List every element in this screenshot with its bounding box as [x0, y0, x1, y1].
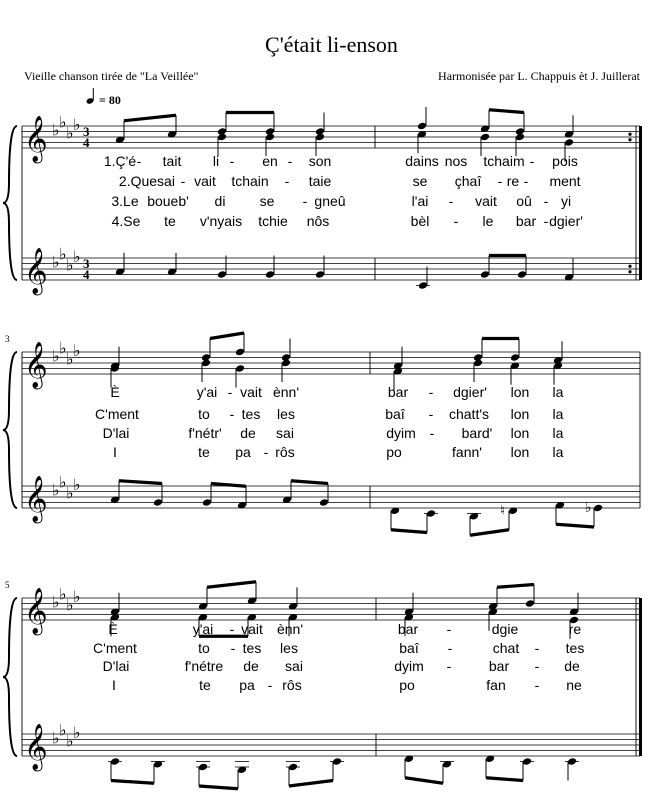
lyric-syllable: sai: [276, 425, 294, 441]
key-signature-flat-icon: ♭: [52, 122, 60, 140]
lyric-syllable: -: [446, 621, 452, 637]
beam: [391, 530, 427, 533]
note: [553, 341, 563, 364]
lyric-syllable: D'lai: [102, 425, 130, 441]
note: [480, 110, 490, 133]
key-signature-flat-icon: ♭: [59, 474, 67, 492]
lyric-syllable: pa: [239, 677, 255, 693]
lyric-syllable: to: [198, 640, 210, 656]
key-signature-flat-icon: ♭: [59, 586, 67, 604]
note: [202, 484, 212, 507]
lyric-syllable: ènn': [276, 621, 304, 637]
note: [553, 361, 563, 384]
lyric-syllable: tes: [242, 640, 262, 656]
lyric-syllable: -: [136, 153, 142, 169]
lyric-syllable: -: [287, 153, 293, 169]
lyric-syllable: rôs: [275, 444, 295, 460]
beam: [124, 115, 176, 121]
treble-clef-icon: 𝄞: [24, 342, 48, 387]
beam: [291, 481, 328, 484]
note: [585, 501, 603, 527]
lyric-syllable: -: [453, 213, 459, 229]
lyric-syllable: tchaim: [483, 153, 525, 169]
note: [115, 121, 125, 144]
lyric-syllable: 3.Le: [111, 193, 139, 209]
note: [564, 115, 574, 138]
lyric-syllable: pa: [235, 444, 251, 460]
note: [467, 512, 481, 535]
note: [515, 113, 525, 136]
treble-clef-icon: 𝄞: [24, 476, 48, 521]
note: [393, 347, 403, 370]
note: [265, 256, 275, 279]
lyric-syllable: tchie: [258, 213, 288, 229]
note: [201, 339, 211, 362]
note: [564, 258, 574, 281]
note: [153, 484, 163, 507]
lyric-syllable: vait: [475, 193, 497, 209]
lyric-syllable: lon: [510, 425, 530, 441]
final-barline: [639, 598, 642, 756]
lyric-syllable: C'ment: [95, 406, 139, 422]
treble-clef-icon: 𝄞: [24, 588, 48, 633]
lyric-syllable: dgier': [549, 213, 583, 229]
lyric-syllable: le: [482, 213, 494, 229]
lyric-syllable: -: [534, 658, 540, 674]
lyric-syllable: -: [230, 640, 236, 656]
note: [286, 762, 300, 787]
lyric-syllable: -: [529, 153, 535, 169]
time-signature-denominator: 4: [83, 135, 90, 150]
lyric-syllable: -: [229, 621, 235, 637]
natural-sign-icon: ♮: [500, 503, 506, 519]
note: [235, 333, 245, 356]
lyric-syllable: de: [240, 425, 256, 441]
lyric-syllable: chat: [492, 640, 520, 656]
note: [217, 256, 227, 279]
lyric-syllable: dgier': [453, 384, 487, 400]
lyric-syllable: sai: [157, 173, 175, 189]
lyric-syllable: -: [227, 384, 233, 400]
note: [416, 267, 430, 290]
note: [404, 593, 414, 616]
lyric-syllable: de: [564, 658, 580, 674]
beam: [210, 333, 244, 339]
lyric-syllable: -: [543, 193, 549, 209]
lyric-syllable: -: [448, 193, 454, 209]
beam: [119, 481, 162, 484]
lyric-syllable: bar: [397, 621, 419, 637]
lyric-syllable: la: [552, 406, 564, 422]
beam: [405, 778, 443, 784]
lyric-syllable: bèl: [410, 213, 430, 229]
time-signature-numerator: 3: [83, 256, 90, 271]
tempo-marking: [86, 88, 121, 107]
note: [315, 113, 325, 136]
tempo-value: = 80: [99, 93, 121, 107]
lyric-syllable: 1.Ç'é: [103, 153, 137, 169]
lyric-syllable: 2.Que: [118, 173, 158, 189]
key-signature-flat-icon: ♭: [52, 730, 60, 748]
note: [330, 757, 344, 780]
lyric-syllable: son: [308, 153, 332, 169]
lyric-syllable: çhaî: [454, 173, 482, 189]
lyric-syllable: di: [214, 193, 226, 209]
note: [319, 484, 329, 507]
key-signature-flat-icon: ♭: [59, 340, 67, 358]
key-signature-flat-icon: ♭: [59, 722, 67, 740]
lyric-syllable: re: [506, 173, 520, 189]
beam: [497, 585, 534, 588]
lyric-syllable: pois: [552, 153, 578, 169]
lyric-syllable: -: [429, 425, 435, 441]
lyric-syllable: dains: [405, 153, 439, 169]
lyric-syllable: les: [280, 640, 298, 656]
note: [110, 593, 120, 616]
lyric-syllable: taie: [308, 173, 332, 189]
lyric-syllable: bar: [488, 658, 510, 674]
lyric-syllable: yi: [560, 193, 572, 209]
lyric-syllable: C'ment: [93, 640, 137, 656]
beam: [289, 781, 333, 787]
lyric-syllable: ne: [566, 677, 582, 693]
lyric-syllable: te: [164, 213, 176, 229]
lyric-syllable: po: [386, 444, 402, 460]
lyric-syllable: -: [447, 640, 453, 656]
key-signature-flat-icon: ♭: [52, 348, 60, 366]
beam: [207, 582, 256, 588]
score-title: Ç'était li-enson: [265, 32, 398, 57]
lyric-syllable: -: [534, 677, 540, 693]
note: [417, 107, 427, 130]
beam: [199, 786, 238, 789]
note: [235, 762, 249, 789]
lyric-syllable: -: [428, 384, 434, 400]
note: [196, 762, 210, 787]
note: [555, 501, 565, 524]
lyric-syllable: se: [259, 193, 275, 209]
note: [473, 339, 483, 362]
note: [281, 359, 291, 382]
key-signature-flat-icon: ♭: [73, 343, 81, 360]
key-signature-flat-icon: ♭: [52, 482, 60, 500]
beam: [470, 530, 509, 536]
note: [217, 113, 227, 136]
lyric-syllable: se: [412, 173, 428, 189]
lyric-syllable: li: [212, 153, 220, 169]
lyric-syllable: È: [108, 621, 118, 637]
lyric-syllable: chatt's: [448, 406, 490, 422]
note: [565, 757, 579, 780]
lyric-syllable: to: [198, 406, 210, 422]
lyric-syllable: lon: [510, 384, 530, 400]
key-signature-flat-icon: ♭: [59, 114, 67, 132]
note: [390, 506, 400, 529]
lyric-syllable: -: [267, 677, 273, 693]
lyric-syllable: de: [243, 658, 259, 674]
key-signature-flat-icon: ♭: [52, 254, 60, 272]
lyric-syllable: en: [262, 153, 278, 169]
note: [201, 359, 211, 382]
lyric-syllable: vait: [240, 384, 262, 400]
key-signature-flat-icon: ♭: [66, 733, 74, 751]
lyric-syllable: ènn': [272, 384, 300, 400]
note: [569, 593, 579, 616]
final-barline: [639, 126, 642, 280]
lyric-syllable: bar: [387, 384, 409, 400]
treble-clef-icon: 𝄞: [24, 116, 48, 161]
repeat-dot: [628, 265, 631, 268]
lyric-syllable: -: [428, 406, 434, 422]
system-brace: [3, 126, 17, 280]
note: [198, 587, 208, 610]
treble-clef-icon: 𝄞: [24, 248, 48, 293]
note: [281, 339, 291, 362]
note: [510, 339, 520, 362]
score-arranger-credit: Harmonisée par L. Chappuis èt J. Juillerat: [438, 69, 640, 83]
lyric-syllable: l'ai: [411, 193, 429, 209]
note: [167, 115, 177, 138]
measure-number: 3: [5, 334, 10, 344]
lyric-syllable: les: [277, 406, 295, 422]
beam: [111, 781, 154, 784]
repeat-dot: [628, 270, 631, 273]
lyric-syllable: tes: [241, 406, 261, 422]
lyric-syllable: ment: [549, 173, 581, 189]
lyric-syllable: f'nétr': [188, 425, 222, 441]
lyric-syllable: I: [112, 677, 116, 693]
lyric-syllable: -: [534, 640, 540, 656]
lyric-syllable: -: [229, 153, 235, 169]
lyric-syllable: lon: [510, 406, 530, 422]
note: [110, 481, 120, 504]
note: [282, 481, 292, 504]
key-signature-flat-icon: ♭: [66, 125, 74, 143]
key-signature-flat-icon: ♭: [66, 257, 74, 275]
note: [440, 760, 454, 783]
note: [517, 256, 527, 279]
note: [520, 757, 534, 780]
lyric-syllable: fan: [486, 677, 506, 693]
system-brace: [3, 598, 17, 756]
note: [108, 757, 122, 780]
key-signature-flat-icon: ♭: [66, 485, 74, 503]
note: [265, 113, 275, 136]
key-signature-flat-icon: ♭: [73, 589, 81, 606]
lyric-syllable: y'ai: [196, 384, 218, 400]
lyric-syllable: baî: [385, 406, 405, 422]
note: [247, 582, 257, 605]
beam: [556, 524, 594, 527]
lyric-syllable: È: [110, 384, 120, 400]
note: [480, 256, 490, 279]
lyric-syllable: bard': [461, 425, 493, 441]
score-systems: [3, 107, 642, 789]
note: [488, 587, 498, 610]
repeat-dot: [628, 138, 631, 141]
lyric-syllable: tait: [162, 153, 182, 169]
lyric-syllable: rôs: [282, 677, 302, 693]
note: [424, 509, 438, 532]
lyric-syllable: nos: [444, 153, 468, 169]
lyric-syllable: la: [552, 384, 564, 400]
lyric-syllable: po: [399, 677, 415, 693]
lyric-syllable: -: [302, 193, 308, 209]
lyric-syllable: dyim: [386, 425, 416, 441]
note: [167, 253, 177, 276]
lyric-syllable: vait: [241, 621, 263, 637]
lyric-syllable: re: [568, 621, 582, 637]
system-brace: [3, 352, 17, 508]
lyric-syllable: fann': [452, 444, 482, 460]
lyric-syllable: te: [199, 677, 211, 693]
lyric-syllable: tchain: [231, 173, 269, 189]
beam: [489, 110, 524, 113]
note: [404, 754, 414, 777]
lower-staff: [22, 246, 640, 296]
key-signature-flat-icon: ♭: [73, 249, 81, 266]
time-signature-numerator: 3: [83, 124, 90, 139]
lyric-syllable: -: [284, 173, 290, 189]
key-signature-flat-icon: ♭: [59, 246, 67, 264]
note: [525, 585, 535, 608]
lyric-syllable: dyim: [394, 658, 424, 674]
key-signature-flat-icon: ♭: [73, 477, 81, 494]
lyric-syllable: -: [180, 173, 186, 189]
lyric-syllable: boueb': [147, 193, 189, 209]
note: [315, 256, 325, 279]
measure-number: 5: [5, 580, 10, 590]
note: [237, 486, 247, 509]
key-signature-flat-icon: ♭: [73, 725, 81, 742]
lyric-syllable: baî: [399, 640, 419, 656]
beam: [486, 778, 523, 781]
note: [288, 587, 298, 610]
note: [510, 361, 520, 384]
lyric-syllable: dgie: [491, 621, 519, 637]
lyric-syllable: vait: [194, 173, 216, 189]
lyric-syllable: tes: [565, 640, 585, 656]
lyric-syllable: -: [497, 173, 503, 189]
lyric-syllable: -: [543, 213, 549, 229]
lyric-syllable: sai: [285, 658, 303, 674]
key-signature-flat-icon: ♭: [52, 594, 60, 612]
lyric-syllable: oû: [516, 193, 532, 209]
lyric-syllable: la: [552, 444, 564, 460]
note: [151, 760, 165, 783]
lyric-syllable: bar: [515, 213, 537, 229]
key-signature-flat-icon: ♭: [66, 351, 74, 369]
repeat-dot: [628, 133, 631, 136]
time-signature-denominator: 4: [83, 267, 90, 282]
lyric-syllable: f'nétre: [184, 658, 224, 674]
lyric-syllable: I: [113, 444, 117, 460]
lyric-syllable: nôs: [306, 213, 330, 229]
note: [473, 359, 483, 382]
key-signature-flat-icon: ♭: [73, 117, 81, 134]
lyric-syllable: -: [229, 406, 235, 422]
lyric-syllable: D'lai: [102, 658, 130, 674]
lyric-syllable: 4.Se: [111, 213, 141, 229]
flat-sign-icon: ♭: [585, 501, 592, 516]
note: [115, 253, 125, 276]
lyric-syllable: -: [263, 444, 269, 460]
lyric-syllable: te: [198, 444, 210, 460]
lyric-syllable: la: [552, 425, 564, 441]
lyric-syllable: -: [446, 658, 452, 674]
lyric-syllable: -: [523, 173, 529, 189]
score-source-credit: Vieille chanson tirée de "La Veillée": [24, 69, 199, 83]
treble-clef-icon: 𝄞: [24, 724, 48, 769]
lyric-syllable: lon: [510, 444, 530, 460]
note: [417, 130, 427, 153]
lyric-syllable: v'nyais: [199, 213, 243, 229]
note: [485, 754, 495, 777]
lyric-syllable: gneû: [314, 193, 346, 209]
key-signature-flat-icon: ♭: [66, 597, 74, 615]
lyric-syllable: y'ai: [192, 621, 214, 637]
